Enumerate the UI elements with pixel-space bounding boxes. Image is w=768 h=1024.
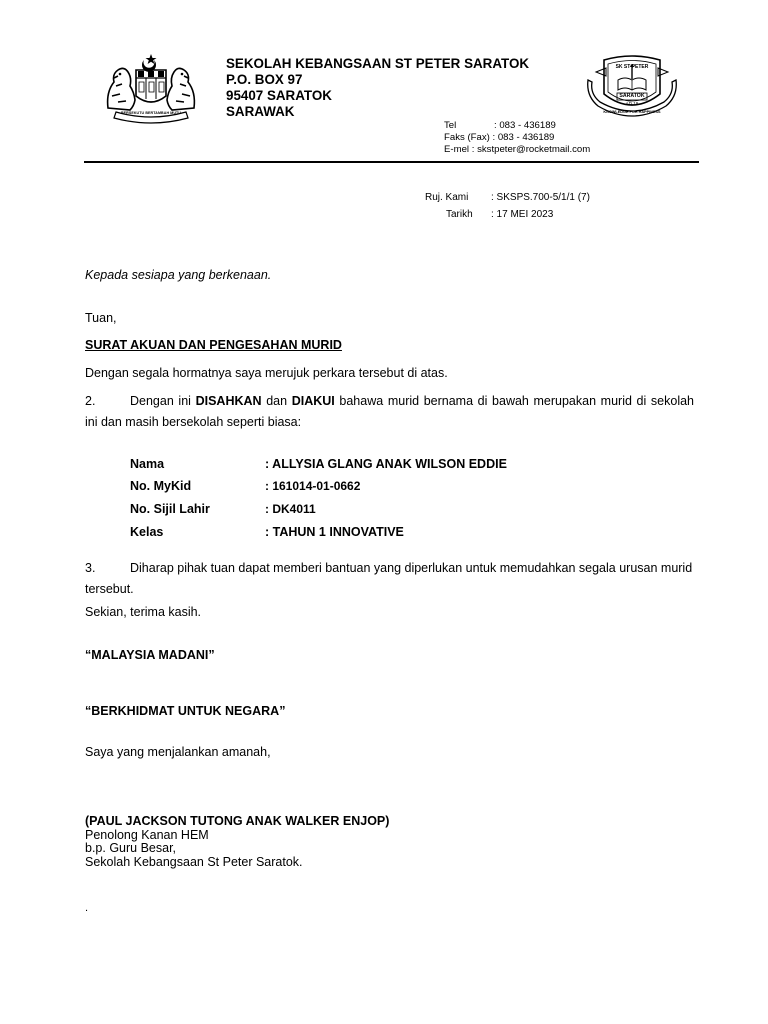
tel-value: : 083 - 436189: [494, 120, 556, 131]
slogan-berkhidmat: “BERKHIDMAT UNTUK NEGARA”: [85, 704, 286, 718]
signatory-for-line: b.p. Guru Besar,: [85, 841, 177, 855]
signatory-block: [85, 815, 389, 869]
fax-row: [444, 132, 590, 144]
postcode-town: 95407 SARATOK: [226, 88, 332, 103]
fax-label: Faks (Fax): [444, 132, 490, 143]
crest-right-title: SK ST PETER: [615, 64, 649, 70]
crest-left-motto: BERSEKUTU BERTAMBAH MUTU: [120, 111, 182, 115]
po-box: P.O. BOX 97: [226, 72, 303, 87]
birth-cert-value: : DK4011: [265, 502, 316, 516]
crest-right-motto: KNOWLEDGE FOR HAPPINESS: [603, 110, 661, 114]
closing-line: Sekian, terima kasih.: [85, 605, 202, 619]
state: SARAWAK: [226, 104, 295, 119]
mykid-value: : 161014-01-0662: [265, 479, 361, 493]
fax-value: : 083 - 436189: [492, 132, 555, 143]
paragraph-2: [85, 391, 694, 433]
name-label: Nama: [130, 457, 165, 471]
class-label: Kelas: [130, 525, 164, 539]
footer-mark: .: [85, 902, 89, 914]
p3-text: Diharap pihak tuan dapat memberi bantuan yang diperlukan untuk memudahkan segala urusan murid tersebut.: [85, 561, 693, 596]
school-crest-logo: [582, 50, 682, 130]
date-label: Tarikh: [446, 209, 473, 220]
mykid-label: No. MyKid: [130, 479, 192, 493]
paragraph-3: [85, 558, 694, 600]
contact-block: [444, 120, 590, 156]
coat-of-arms-logo: [104, 52, 198, 124]
p2-disahkan: DISAHKAN: [195, 394, 262, 408]
class-value: : TAHUN 1 INNOVATIVE: [265, 525, 404, 539]
email-row: [444, 144, 590, 156]
header-divider: [84, 161, 699, 163]
p2-post: bahawa murid bernama di bawah merupakan murid di sekolah ini dan masih bersekolah seperti biasa:: [85, 394, 694, 429]
salutation: Tuan,: [85, 311, 117, 325]
name-value: : ALLYSIA GLANG ANAK WILSON EDDIE: [265, 457, 507, 471]
crest-right-name: SARATOK: [619, 93, 645, 99]
p3-number: 3.: [85, 561, 96, 575]
email-value: : skstpeter@rocketmail.com: [471, 144, 591, 155]
school-name: SEKOLAH KEBANGSAAN ST PETER SARATOK: [226, 56, 530, 71]
intro-paragraph: Dengan segala hormatnya saya merujuk perkara tersebut di atas.: [85, 366, 448, 380]
p2-mid: dan: [266, 394, 288, 408]
signatory-school: Sekolah Kebangsaan St Peter Saratok.: [85, 854, 303, 869]
ref-value: : SKSPS.700-5/1/1 (7): [491, 192, 590, 203]
signatory-name: (PAUL JACKSON TUTONG ANAK WALKER ENJOP): [85, 814, 390, 828]
tel-row: [444, 120, 590, 132]
p2-number: 2.: [85, 394, 96, 408]
date-value: : 17 MEI 2023: [491, 209, 554, 220]
subject-heading: SURAT AKUAN DAN PENGESAHAN MURID: [85, 338, 342, 352]
letterhead-address: [226, 56, 529, 120]
birth-cert-label: No. Sijil Lahir: [130, 502, 210, 516]
tel-label: Tel: [444, 120, 457, 131]
p2-pre: Dengan ini: [130, 394, 191, 408]
email-label: E-mel: [444, 144, 470, 155]
signatory-title: Penolong Kanan HEM: [85, 827, 209, 842]
trust-line: Saya yang menjalankan amanah,: [85, 745, 271, 759]
slogan-malaysia-madani: “MALAYSIA MADANI”: [85, 648, 215, 662]
crest-right-year: AD 19: [625, 101, 639, 106]
ref-label: Ruj. Kami: [425, 192, 469, 203]
p2-diakui: DIAKUI: [291, 394, 335, 408]
addressee: Kepada sesiapa yang berkenaan.: [85, 268, 272, 282]
